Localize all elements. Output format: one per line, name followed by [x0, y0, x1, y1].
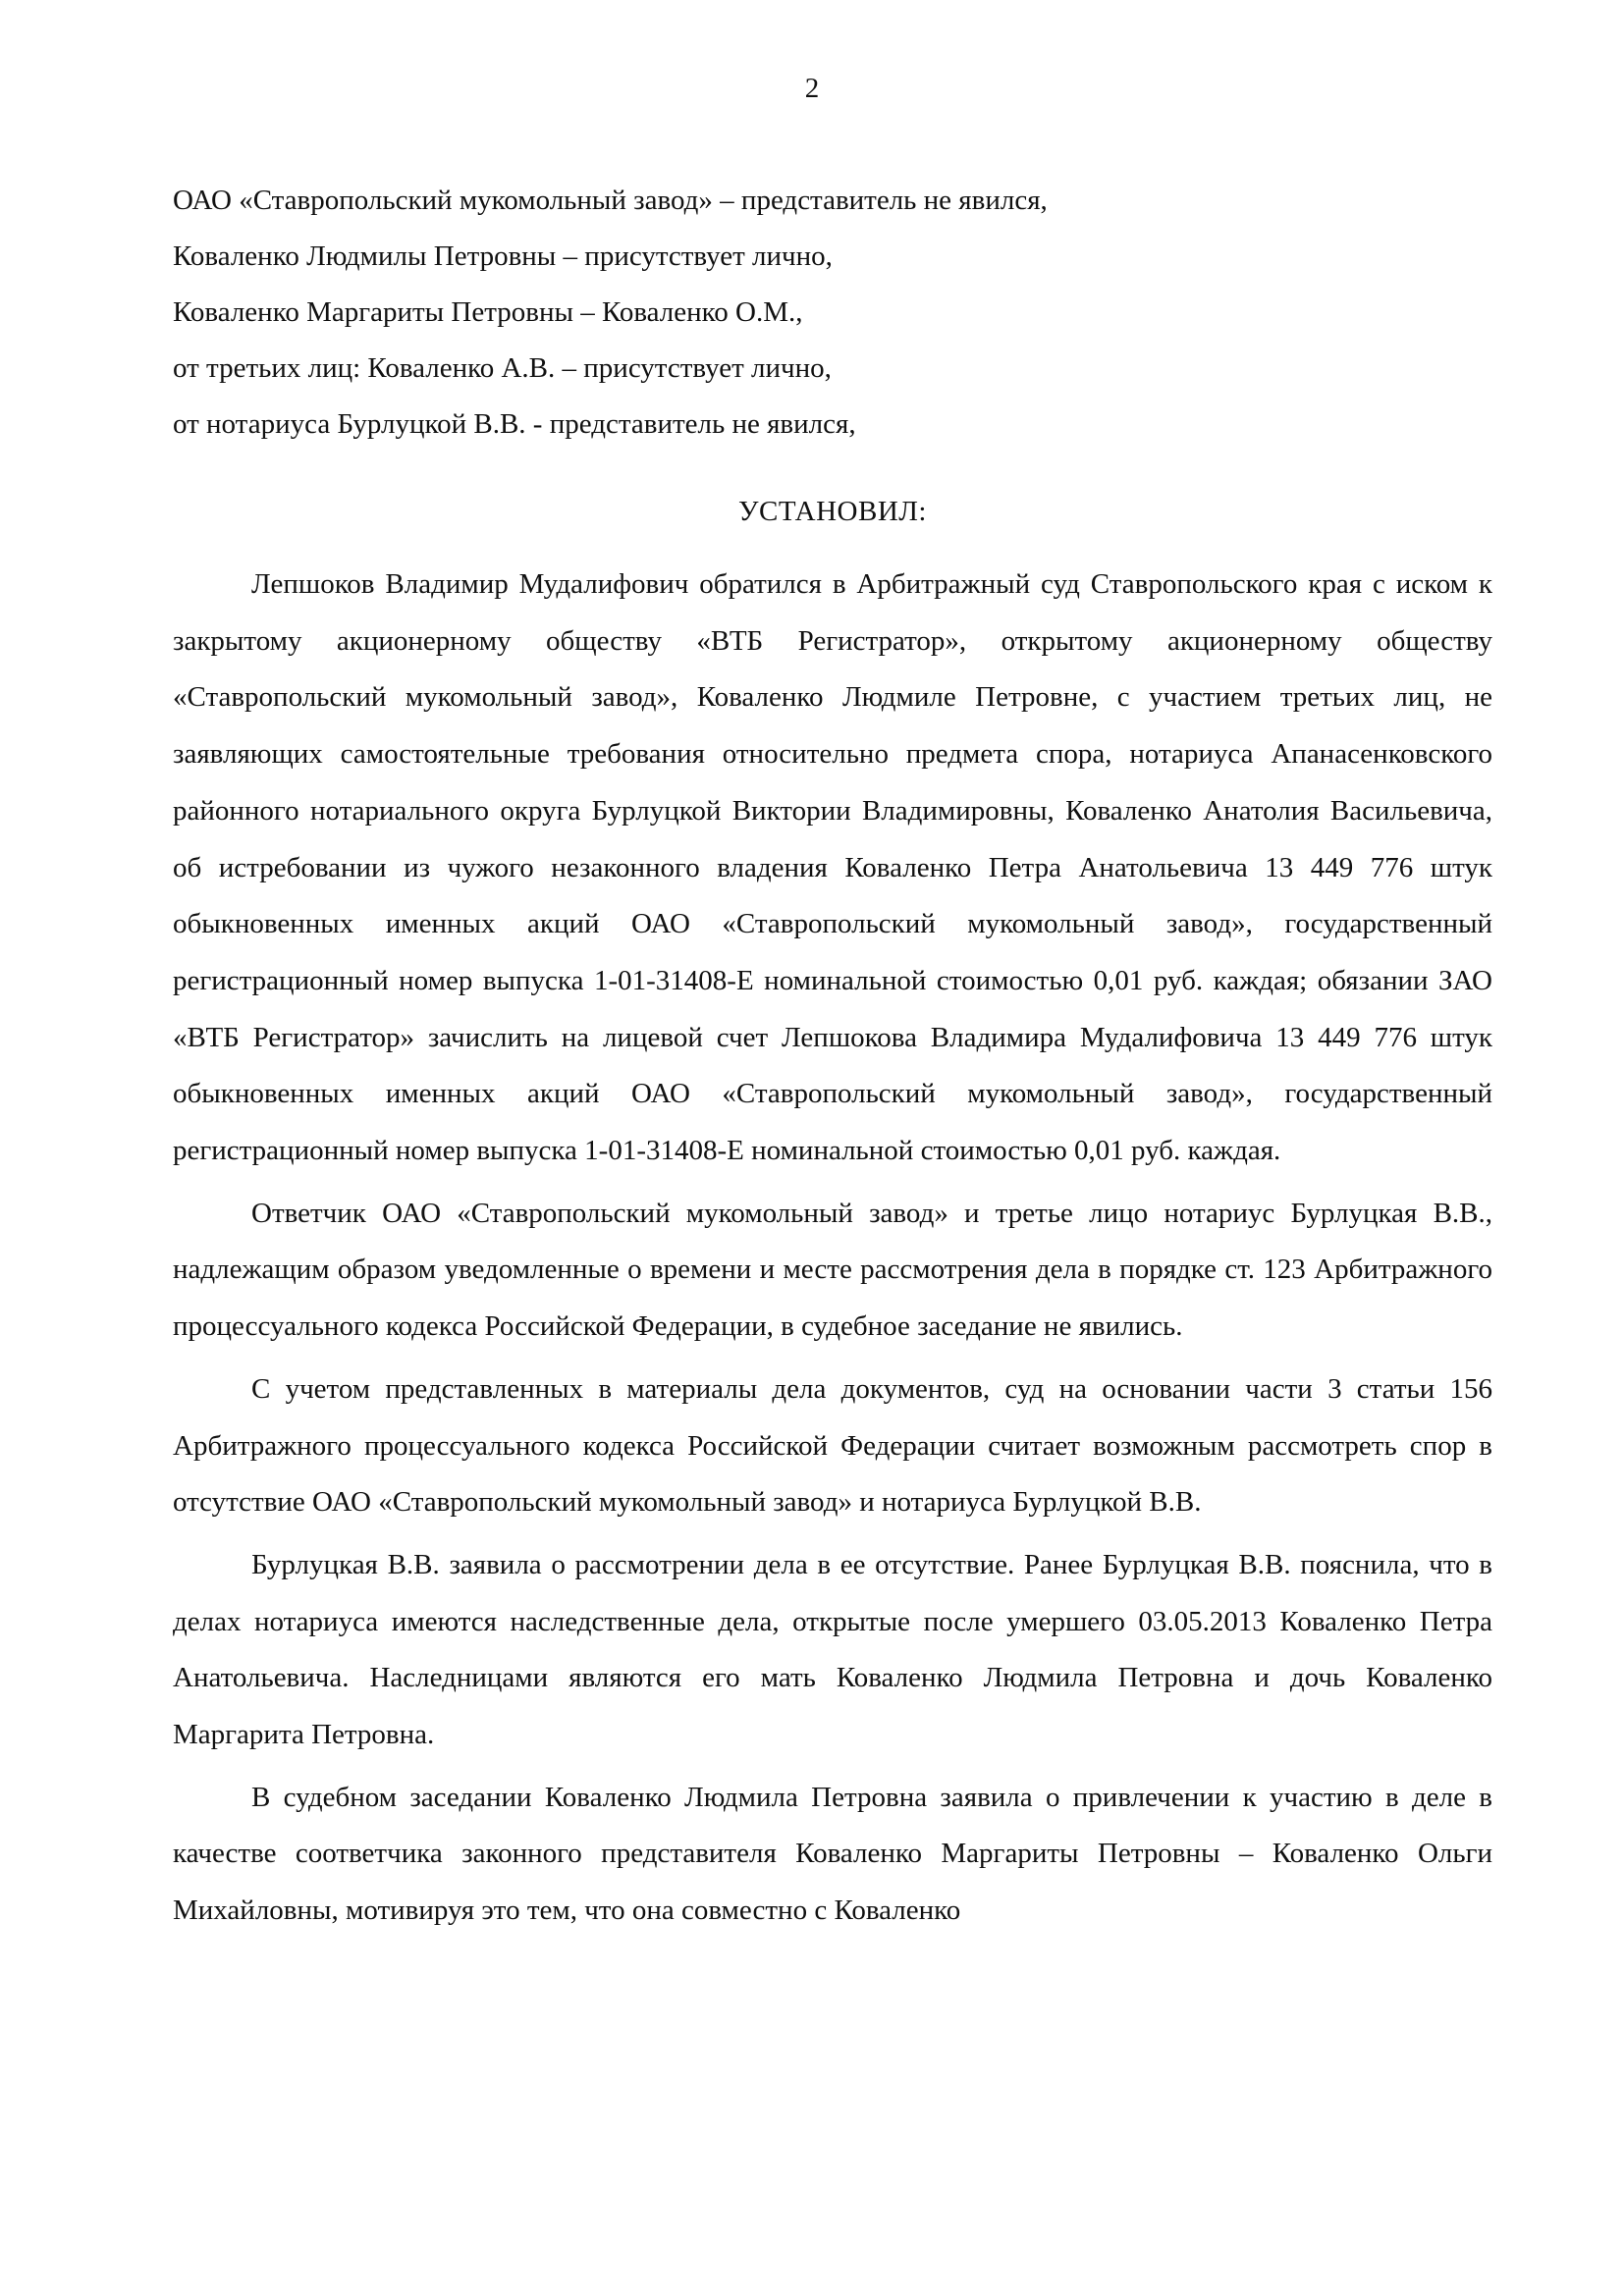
document-body [173, 173, 1492, 1940]
participant-line: от нотариуса Бурлуцкой В.В. - представитель не явился, [173, 408, 856, 440]
paragraph: Ответчик ОАО «Ставропольский мукомольный завод» и третье лицо нотариус Бурлуцкая В.В., надлежащим образом уведомленные о времени и месте рассмотрения дела в порядке ст. 123 Арбитражного процессуального кодекса Российской Федерации, в судебное заседание не явились. [173, 1197, 1492, 1343]
paragraph: В судебном заседании Коваленко Людмила Петровна заявила о привлечении к участию в деле в качестве соответчика законного представителя Коваленко Маргариты Петровны – Коваленко Ольги Михайловны, мотивируя это тем, что она совместно с Коваленко [173, 1781, 1492, 1927]
participant-line: Коваленко Людмилы Петровны – присутствует лично, [173, 240, 833, 272]
section-title: УСТАНОВИЛ: [738, 496, 927, 527]
participant-line: ОАО «Ставропольский мукомольный завод» – представитель не явился, [173, 185, 1048, 216]
paragraph: С учетом представленных в материалы дела документов, суд на основании части 3 статьи 156 Арбитражного процессуального кодекса Российской Федерации считает возможным рассмотреть спор в отсутствие ОАО «Ставропольский мукомольный завод» и нотариуса Бурлуцкой В.В. [173, 1372, 1492, 1519]
page-number: 2 [804, 73, 820, 104]
paragraph: Лепшоков Владимир Мудалифович обратился в Арбитражный суд Ставропольского края с иском к закрытому акционерному обществу «ВТБ Регистратор», открытому акционерному обществу «Ставропольский мукомольный завод», Коваленко Людмиле Петровне, с участием третьих лиц, не заявляющих самостоятельные требования относительно предмета спора, нотариуса Апанасенковского районного нотариального округа Бурлуцкой Виктории Владимировны, Коваленко Анатолия Васильевича, об истребовании из чужого незаконного владения Коваленко Петра Анатольевича 13 449 776 штук обыкновенных именных акций ОАО «Ставропольский мукомольный завод», государственный регистрационный номер выпуска 1-01-31408-Е номинальной стоимостью 0,01 руб. каждая; обязании ЗАО «ВТБ Регистратор» зачислить на лицевой счет Лепшокова Владимира Мудалифовича 13 449 776 штук обыкновенных именных акций ОАО «Ставропольский мукомольный завод», государственный регистрационный номер выпуска 1-01-31408-Е номинальной стоимостью 0,01 руб. каждая. [173, 568, 1492, 1167]
participant-line: от третьих лиц: Коваленко А.В. – присутствует лично, [173, 352, 832, 384]
participants-list [173, 173, 1492, 453]
paragraph: Бурлуцкая В.В. заявила о рассмотрении дела в ее отсутствие. Ранее Бурлуцкая В.В. пояснила, что в делах нотариуса имеются наследственные дела, открытые после умершего 03.05.2013 Коваленко Петра Анатольевича. Наследницами являются его мать Коваленко Людмила Петровна и дочь Коваленко Маргарита Петровна. [173, 1548, 1492, 1751]
participant-line: Коваленко Маргариты Петровны – Коваленко О.М., [173, 296, 803, 328]
